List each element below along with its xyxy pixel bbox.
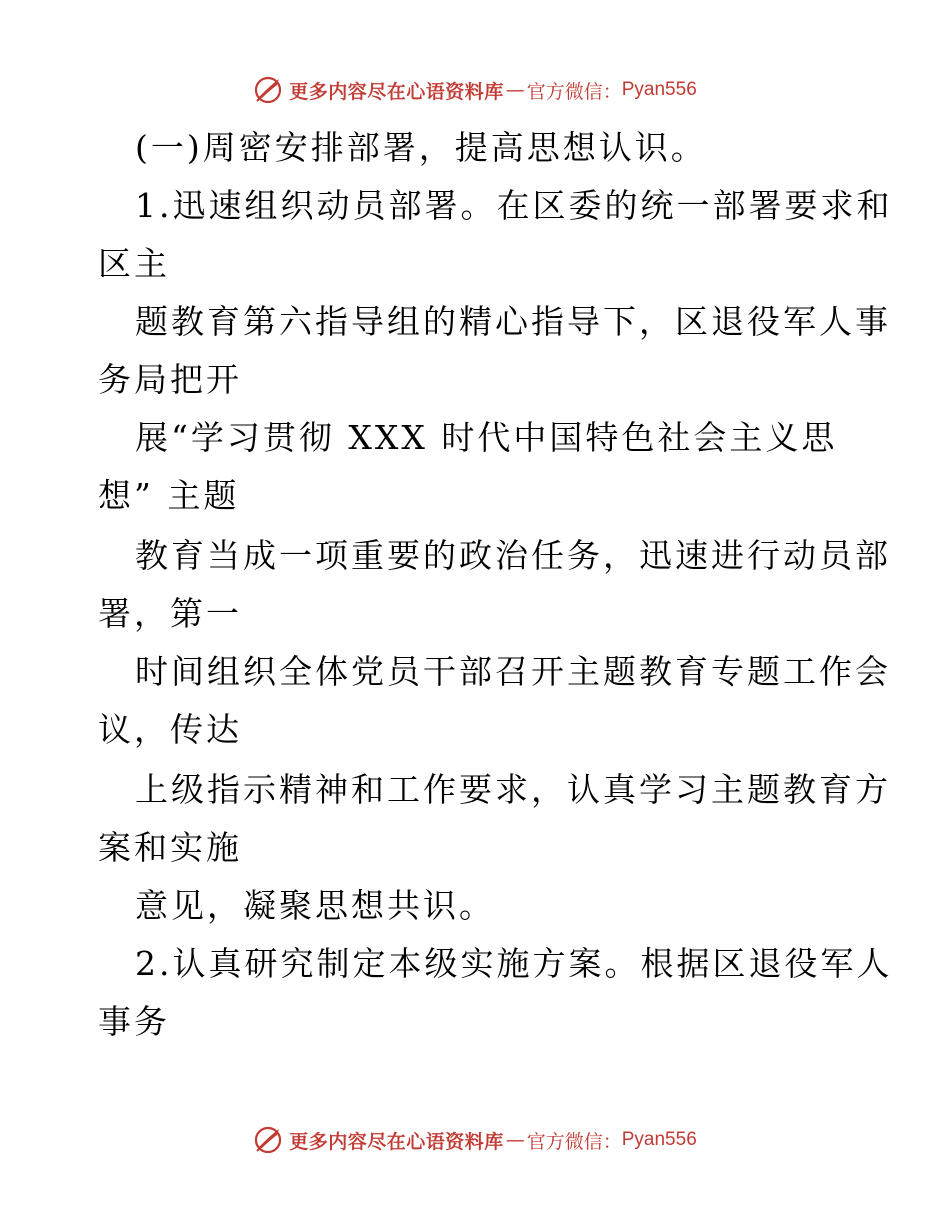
paragraph-line: 区主 (98, 244, 170, 283)
banner-wechat-id: Pyan556 (621, 79, 697, 100)
banner-separator: — (505, 79, 525, 101)
header-banner (0, 70, 950, 110)
banner-slogan: 更多内容尽在心语资料库 (289, 80, 504, 103)
banner-wechat-label: 官方微信： (526, 80, 622, 103)
banner-slogan: 更多内容尽在心语资料库 (289, 1130, 504, 1153)
footer-banner (0, 1120, 950, 1160)
paragraph-line: 1.迅速组织动员部署。在区委的统一部署要求和 (135, 186, 893, 225)
feather-pen-seal-icon (253, 1125, 283, 1155)
paragraph-line: 题教育第六指导组的精心指导下，区退役军人事 (135, 302, 891, 341)
paragraph-line: 想” 主题 (98, 476, 240, 515)
paragraph-line: 教育当成一项重要的政治任务，迅速进行动员部 (135, 536, 891, 575)
paragraph-line: 时间组织全体党员干部召开主题教育专题工作会 (135, 652, 891, 691)
section-heading: (一)周密安排部署，提高思想认识。 (135, 128, 707, 167)
paragraph-line: 展“学习贯彻 XXX 时代中国特色社会主义思 (135, 418, 838, 457)
paragraph-line: 署，第一 (98, 594, 242, 633)
paragraph-line: 案和实施 (98, 828, 242, 867)
feather-pen-seal-icon (253, 75, 283, 105)
banner-wechat-label: 官方微信： (526, 1130, 622, 1153)
paragraph-line: 意见，凝聚思想共识。 (135, 886, 495, 925)
banner-wechat-id: Pyan556 (621, 1129, 697, 1150)
section-heading: 2.认真研究制定本级实施方案。根据区退役军人 (135, 944, 893, 983)
paragraph-line: 议，传达 (98, 710, 242, 749)
banner-separator: — (505, 1129, 525, 1151)
paragraph-line: 上级指示精神和工作要求，认真学习主题教育方 (135, 770, 891, 809)
paragraph-line: 事务 (98, 1002, 170, 1041)
paragraph-line: 务局把开 (98, 360, 242, 399)
